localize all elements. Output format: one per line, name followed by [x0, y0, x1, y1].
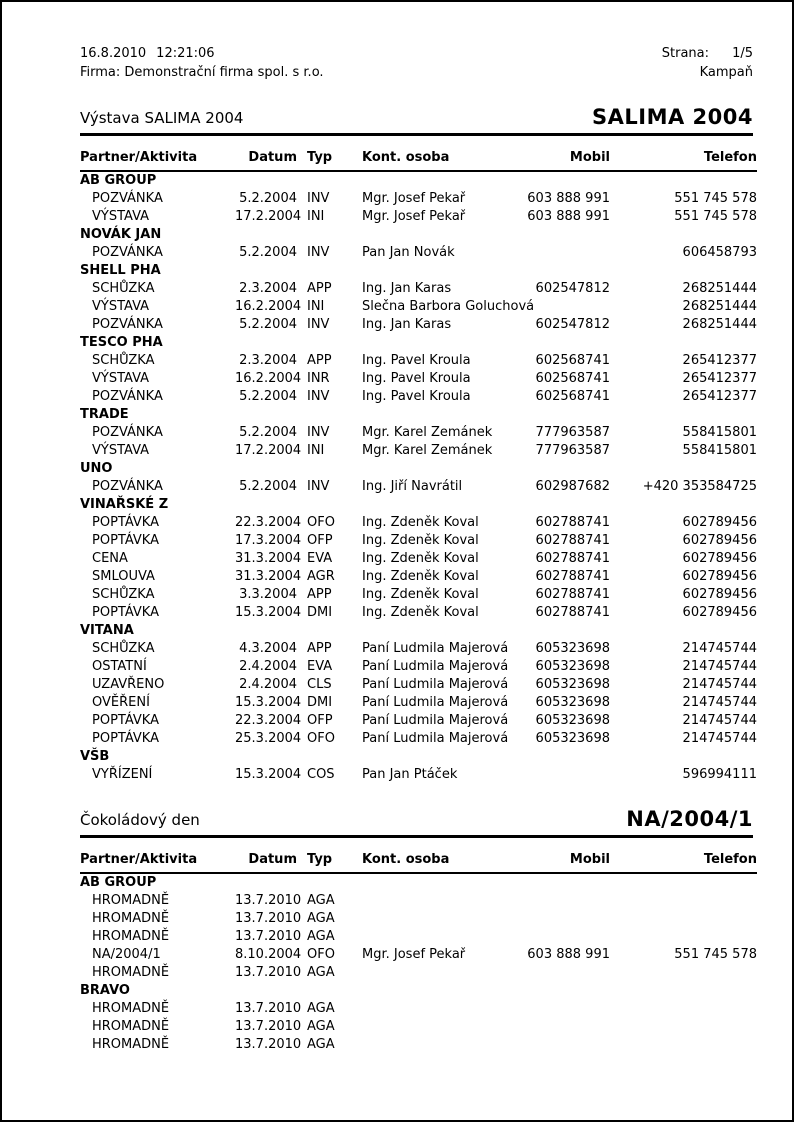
- activity-cell: OSTATNÍ: [92, 659, 147, 674]
- date-cell: 31.3.2004: [235, 551, 302, 566]
- activity-row: [80, 766, 757, 784]
- activity-cell: OVĚŘENÍ: [92, 695, 150, 710]
- activity-cell: NA/2004/1: [92, 947, 161, 962]
- contact-cell: Paní Ludmila Majerová: [362, 713, 509, 728]
- contact-cell: Ing. Zdeněk Koval: [362, 533, 479, 548]
- partner-name: SHELL PHA: [80, 263, 161, 278]
- contact-cell: Pan Jan Novák: [362, 245, 455, 260]
- contact-cell: Paní Ludmila Majerová: [362, 695, 509, 710]
- phone-cell: 265412377: [682, 389, 757, 404]
- activity-row: [80, 1036, 757, 1054]
- mobile-cell: 602788741: [535, 533, 610, 548]
- type-cell: INR: [307, 371, 330, 386]
- phone-cell: 214745744: [682, 659, 757, 674]
- type-cell: DMI: [307, 605, 333, 620]
- activity-cell: SCHŮZKA: [92, 587, 155, 602]
- mobile-cell: [525, 766, 610, 784]
- mobile-cell: 605323698: [535, 731, 610, 746]
- contact-cell: [362, 892, 525, 910]
- activity-row: [80, 514, 757, 532]
- mobile-cell: 602788741: [535, 569, 610, 584]
- column-header-row: [80, 149, 757, 171]
- activity-row: [80, 892, 757, 910]
- column-header: Mobil: [525, 851, 610, 873]
- activity-row: [80, 910, 757, 928]
- date-cell: 22.3.2004: [235, 515, 302, 530]
- mobile-cell: 602547812: [535, 281, 610, 296]
- partner-name: UNO: [80, 461, 113, 476]
- column-header: Partner/Aktivita: [80, 851, 235, 873]
- meta-right: [662, 44, 753, 82]
- mobile-cell: 602788741: [535, 515, 610, 530]
- activity-cell: CENA: [92, 551, 128, 566]
- contact-cell: Ing. Jan Karas: [362, 317, 452, 332]
- column-header: Kont. osoba: [362, 149, 525, 171]
- mobile-cell: [525, 964, 610, 982]
- type-cell: AGA: [307, 893, 335, 908]
- activity-cell: HROMADNĚ: [92, 1001, 170, 1016]
- partner-group-row: [80, 622, 757, 640]
- activities-table: [80, 851, 757, 1054]
- contact-cell: Slečna Barbora Goluchová: [362, 299, 535, 314]
- activity-row: [80, 1018, 757, 1036]
- activity-cell: VÝSTAVA: [92, 443, 150, 458]
- type-cell: INV: [307, 245, 330, 260]
- activity-cell: HROMADNĚ: [92, 893, 170, 908]
- activity-cell: SMLOUVA: [92, 569, 155, 584]
- partner-group-row: [80, 334, 757, 352]
- activity-row: [80, 388, 757, 406]
- mobile-cell: 603 888 991: [527, 191, 610, 206]
- activity-row: [80, 946, 757, 964]
- partner-group-row: [80, 460, 757, 478]
- partner-group-row: [80, 171, 757, 190]
- type-cell: AGA: [307, 1001, 335, 1016]
- mobile-cell: [525, 298, 610, 316]
- contact-cell: [362, 910, 525, 928]
- contact-cell: Paní Ludmila Majerová: [362, 659, 509, 674]
- partner-name: AB GROUP: [80, 173, 157, 188]
- phone-cell: 214745744: [682, 677, 757, 692]
- phone-cell: 268251444: [682, 299, 757, 314]
- activity-row: [80, 532, 757, 550]
- partner-name: VINAŘSKÉ Z: [80, 497, 169, 512]
- contact-cell: Ing. Zdeněk Koval: [362, 551, 479, 566]
- activity-cell: VÝSTAVA: [92, 299, 150, 314]
- column-header: Kont. osoba: [362, 851, 525, 873]
- partner-group-row: [80, 873, 757, 892]
- date-cell: 16.2.2004: [235, 299, 302, 314]
- mobile-cell: 605323698: [535, 677, 610, 692]
- mobile-cell: 602788741: [535, 587, 610, 602]
- type-cell: INI: [307, 443, 325, 458]
- activity-row: [80, 550, 757, 568]
- partner-group-row: [80, 262, 757, 280]
- phone-cell: 214745744: [682, 641, 757, 656]
- phone-cell: 602789456: [682, 551, 757, 566]
- date-cell: 15.3.2004: [235, 695, 302, 710]
- phone-cell: 551 745 578: [674, 209, 757, 224]
- phone-cell: 551 745 578: [674, 191, 757, 206]
- partner-group-row: [80, 496, 757, 514]
- type-cell: OFO: [307, 731, 335, 746]
- contact-cell: Paní Ludmila Majerová: [362, 731, 509, 746]
- contact-cell: Mgr. Karel Zemánek: [362, 425, 493, 440]
- column-header: Typ: [297, 149, 362, 171]
- contact-cell: Mgr. Josef Pekař: [362, 191, 466, 206]
- activity-row: [80, 640, 757, 658]
- mobile-cell: 602568741: [535, 353, 610, 368]
- phone-cell: 602789456: [682, 515, 757, 530]
- contact-cell: Ing. Zdeněk Koval: [362, 587, 479, 602]
- activity-row: [80, 244, 757, 262]
- partner-name: VITANA: [80, 623, 134, 638]
- page-label: Strana:: [661, 46, 709, 61]
- contact-cell: Paní Ludmila Majerová: [362, 641, 509, 656]
- type-cell: CLS: [307, 677, 332, 692]
- phone-cell: 265412377: [682, 371, 757, 386]
- mobile-cell: 602547812: [535, 317, 610, 332]
- phone-cell: 558415801: [682, 443, 757, 458]
- activity-cell: HROMADNĚ: [92, 965, 170, 980]
- phone-cell: [610, 1018, 757, 1036]
- partner-name: TRADE: [80, 407, 129, 422]
- activity-cell: POPTÁVKA: [92, 713, 159, 728]
- activity-cell: POZVÁNKA: [92, 317, 163, 332]
- phone-cell: 602789456: [682, 587, 757, 602]
- contact-cell: [362, 1000, 525, 1018]
- column-header: Telefon: [610, 851, 757, 873]
- section-code: NA/2004/1: [626, 807, 753, 831]
- mobile-cell: 777963587: [535, 425, 610, 440]
- activity-row: [80, 442, 757, 460]
- phone-cell: [610, 928, 757, 946]
- date-cell: 5.2.2004: [239, 389, 297, 404]
- activity-row: [80, 658, 757, 676]
- type-cell: OFO: [307, 515, 335, 530]
- partner-group-row: [80, 226, 757, 244]
- mobile-cell: 602788741: [535, 551, 610, 566]
- phone-cell: 265412377: [682, 353, 757, 368]
- type-cell: AGA: [307, 911, 335, 926]
- partner-name: BRAVO: [80, 983, 130, 998]
- campaign-section: [80, 807, 757, 1054]
- generated-datetime: [80, 44, 324, 63]
- type-cell: INV: [307, 425, 330, 440]
- date-cell: 5.2.2004: [239, 317, 297, 332]
- phone-cell: 596994111: [682, 767, 757, 782]
- date-cell: 13.7.2010: [235, 1037, 302, 1052]
- activity-row: [80, 568, 757, 586]
- activities-table: [80, 149, 757, 784]
- column-header-row: [80, 851, 757, 873]
- activity-cell: UZAVŘENO: [92, 677, 165, 692]
- activity-row: [80, 712, 757, 730]
- mobile-cell: 605323698: [535, 695, 610, 710]
- activity-row: [80, 280, 757, 298]
- phone-cell: 602789456: [682, 569, 757, 584]
- date-cell: 5.2.2004: [239, 425, 297, 440]
- date-cell: 4.3.2004: [239, 641, 297, 656]
- contact-cell: Ing. Zdeněk Koval: [362, 515, 479, 530]
- contact-cell: Pan Jan Ptáček: [362, 767, 458, 782]
- activity-row: [80, 1000, 757, 1018]
- type-cell: AGA: [307, 1037, 335, 1052]
- mobile-cell: [525, 1000, 610, 1018]
- type-cell: COS: [307, 767, 335, 782]
- activity-cell: HROMADNĚ: [92, 929, 170, 944]
- phone-cell: [610, 1000, 757, 1018]
- type-cell: APP: [307, 641, 332, 656]
- activity-cell: POZVÁNKA: [92, 389, 163, 404]
- activity-cell: SCHŮZKA: [92, 641, 155, 656]
- date-cell: 13.7.2010: [235, 929, 302, 944]
- date-cell: 5.2.2004: [239, 245, 297, 260]
- phone-cell: [610, 1036, 757, 1054]
- date-cell: 8.10.2004: [235, 947, 302, 962]
- generated-date: 16.8.2010: [80, 46, 147, 61]
- date-cell: 17.3.2004: [235, 533, 302, 548]
- type-cell: OFP: [307, 713, 333, 728]
- activity-cell: HROMADNĚ: [92, 1037, 170, 1052]
- table-body: [80, 171, 757, 784]
- date-cell: 15.3.2004: [235, 767, 302, 782]
- type-cell: EVA: [307, 659, 333, 674]
- phone-cell: 214745744: [682, 695, 757, 710]
- type-cell: INV: [307, 389, 330, 404]
- report-name: Kampaň: [699, 65, 753, 80]
- mobile-cell: 777963587: [535, 443, 610, 458]
- mobile-cell: 602788741: [535, 605, 610, 620]
- contact-cell: Ing. Pavel Kroula: [362, 371, 471, 386]
- column-header: Datum: [235, 851, 297, 873]
- activity-row: [80, 694, 757, 712]
- date-cell: 5.2.2004: [239, 191, 297, 206]
- type-cell: INI: [307, 209, 325, 224]
- date-cell: 13.7.2010: [235, 1019, 302, 1034]
- activity-row: [80, 370, 757, 388]
- date-cell: 2.3.2004: [239, 353, 297, 368]
- phone-cell: 602789456: [682, 533, 757, 548]
- activity-cell: VÝSTAVA: [92, 371, 150, 386]
- mobile-cell: [525, 1018, 610, 1036]
- activity-row: [80, 298, 757, 316]
- date-cell: 2.3.2004: [239, 281, 297, 296]
- activity-cell: HROMADNĚ: [92, 1019, 170, 1034]
- type-cell: AGA: [307, 965, 335, 980]
- activity-cell: POZVÁNKA: [92, 191, 163, 206]
- partner-group-row: [80, 406, 757, 424]
- type-cell: AGA: [307, 929, 335, 944]
- type-cell: AGA: [307, 1019, 335, 1034]
- mobile-cell: 603 888 991: [527, 209, 610, 224]
- partner-name: NOVÁK JAN: [80, 227, 162, 242]
- mobile-cell: 605323698: [535, 659, 610, 674]
- date-cell: 2.4.2004: [239, 677, 297, 692]
- mobile-cell: 602987682: [535, 479, 610, 494]
- type-cell: INI: [307, 299, 325, 314]
- contact-cell: [362, 928, 525, 946]
- section-header: [80, 106, 753, 136]
- date-cell: 13.7.2010: [235, 911, 302, 926]
- phone-cell: [610, 892, 757, 910]
- partner-group-row: [80, 748, 757, 766]
- activity-cell: POZVÁNKA: [92, 245, 163, 260]
- partner-group-row: [80, 982, 757, 1000]
- type-cell: DMI: [307, 695, 333, 710]
- date-cell: 3.3.2004: [239, 587, 297, 602]
- type-cell: OFP: [307, 533, 333, 548]
- date-cell: 13.7.2010: [235, 893, 302, 908]
- activity-row: [80, 424, 757, 442]
- activity-row: [80, 676, 757, 694]
- date-cell: 22.3.2004: [235, 713, 302, 728]
- column-header: Datum: [235, 149, 297, 171]
- contact-cell: Mgr. Josef Pekař: [362, 209, 466, 224]
- meta-left: [80, 44, 324, 82]
- activity-row: [80, 316, 757, 334]
- contact-cell: [362, 964, 525, 982]
- partner-name: VŠB: [80, 749, 110, 764]
- activity-row: [80, 730, 757, 748]
- mobile-cell: 603 888 991: [527, 947, 610, 962]
- contact-cell: Ing. Zdeněk Koval: [362, 605, 479, 620]
- column-header: Mobil: [525, 149, 610, 171]
- date-cell: 15.3.2004: [235, 605, 302, 620]
- section-code: SALIMA 2004: [592, 105, 753, 129]
- phone-cell: 551 745 578: [674, 947, 757, 962]
- date-cell: 16.2.2004: [235, 371, 302, 386]
- type-cell: EVA: [307, 551, 333, 566]
- activity-cell: SCHŮZKA: [92, 353, 155, 368]
- type-cell: INV: [307, 191, 330, 206]
- mobile-cell: [525, 244, 610, 262]
- phone-cell: 268251444: [682, 281, 757, 296]
- type-cell: OFO: [307, 947, 335, 962]
- mobile-cell: [525, 910, 610, 928]
- activity-cell: POPTÁVKA: [92, 731, 159, 746]
- section-title: Výstava SALIMA 2004: [80, 109, 244, 127]
- contact-cell: Ing. Zdeněk Koval: [362, 569, 479, 584]
- type-cell: INV: [307, 317, 330, 332]
- activity-row: [80, 928, 757, 946]
- page-indicator: [662, 44, 753, 63]
- date-cell: 5.2.2004: [239, 479, 297, 494]
- report-meta-header: [80, 44, 753, 82]
- type-cell: APP: [307, 353, 332, 368]
- date-cell: 2.4.2004: [239, 659, 297, 674]
- date-cell: 25.3.2004: [235, 731, 302, 746]
- contact-cell: Ing. Jiří Navrátil: [362, 479, 463, 494]
- contact-cell: Paní Ludmila Majerová: [362, 677, 509, 692]
- activity-cell: POPTÁVKA: [92, 533, 159, 548]
- mobile-cell: 605323698: [535, 713, 610, 728]
- activity-row: [80, 586, 757, 604]
- section-title: Čokoládový den: [80, 811, 200, 829]
- contact-cell: Mgr. Karel Zemánek: [362, 443, 493, 458]
- activity-row: [80, 478, 757, 496]
- activity-cell: POZVÁNKA: [92, 479, 163, 494]
- mobile-cell: 602568741: [535, 371, 610, 386]
- activity-cell: HROMADNĚ: [92, 911, 170, 926]
- phone-cell: 606458793: [682, 245, 757, 260]
- column-header: Telefon: [610, 149, 757, 171]
- section-header: [80, 808, 753, 838]
- contact-cell: Ing. Jan Karas: [362, 281, 452, 296]
- type-cell: APP: [307, 587, 332, 602]
- date-cell: 31.3.2004: [235, 569, 302, 584]
- phone-cell: 214745744: [682, 731, 757, 746]
- mobile-cell: [525, 1036, 610, 1054]
- activity-row: [80, 190, 757, 208]
- contact-cell: [362, 1018, 525, 1036]
- phone-cell: 558415801: [682, 425, 757, 440]
- date-cell: 13.7.2010: [235, 965, 302, 980]
- company-line: Firma: Demonstrační firma spol. s r.o.: [80, 65, 324, 80]
- phone-cell: 214745744: [682, 713, 757, 728]
- activity-cell: POPTÁVKA: [92, 605, 159, 620]
- report-body: [80, 105, 757, 1054]
- phone-cell: 602789456: [682, 605, 757, 620]
- activity-row: [80, 208, 757, 226]
- activity-cell: VYŘÍZENÍ: [92, 767, 153, 782]
- partner-name: AB GROUP: [80, 875, 157, 890]
- page-number: 1/5: [732, 46, 753, 61]
- phone-cell: [610, 964, 757, 982]
- contact-cell: Ing. Pavel Kroula: [362, 353, 471, 368]
- column-header: Partner/Aktivita: [80, 149, 235, 171]
- campaign-section: [80, 105, 757, 784]
- partner-name: TESCO PHA: [80, 335, 163, 350]
- contact-cell: Ing. Pavel Kroula: [362, 389, 471, 404]
- date-cell: 13.7.2010: [235, 1001, 302, 1016]
- activity-row: [80, 604, 757, 622]
- phone-cell: 268251444: [682, 317, 757, 332]
- type-cell: APP: [307, 281, 332, 296]
- mobile-cell: [525, 892, 610, 910]
- phone-cell: +420 353584725: [642, 479, 757, 494]
- activity-cell: VÝSTAVA: [92, 209, 150, 224]
- contact-cell: Mgr. Josef Pekař: [362, 947, 466, 962]
- activity-row: [80, 964, 757, 982]
- contact-cell: [362, 1036, 525, 1054]
- table-body: [80, 873, 757, 1054]
- date-cell: 17.2.2004: [235, 209, 302, 224]
- activity-cell: SCHŮZKA: [92, 281, 155, 296]
- generated-time: 12:21:06: [156, 46, 215, 61]
- activity-cell: POPTÁVKA: [92, 515, 159, 530]
- date-cell: 17.2.2004: [235, 443, 302, 458]
- type-cell: AGR: [307, 569, 335, 584]
- phone-cell: [610, 910, 757, 928]
- mobile-cell: 602568741: [535, 389, 610, 404]
- activity-row: [80, 352, 757, 370]
- mobile-cell: [525, 928, 610, 946]
- type-cell: INV: [307, 479, 330, 494]
- column-header: Typ: [297, 851, 362, 873]
- activity-cell: POZVÁNKA: [92, 425, 163, 440]
- mobile-cell: 605323698: [535, 641, 610, 656]
